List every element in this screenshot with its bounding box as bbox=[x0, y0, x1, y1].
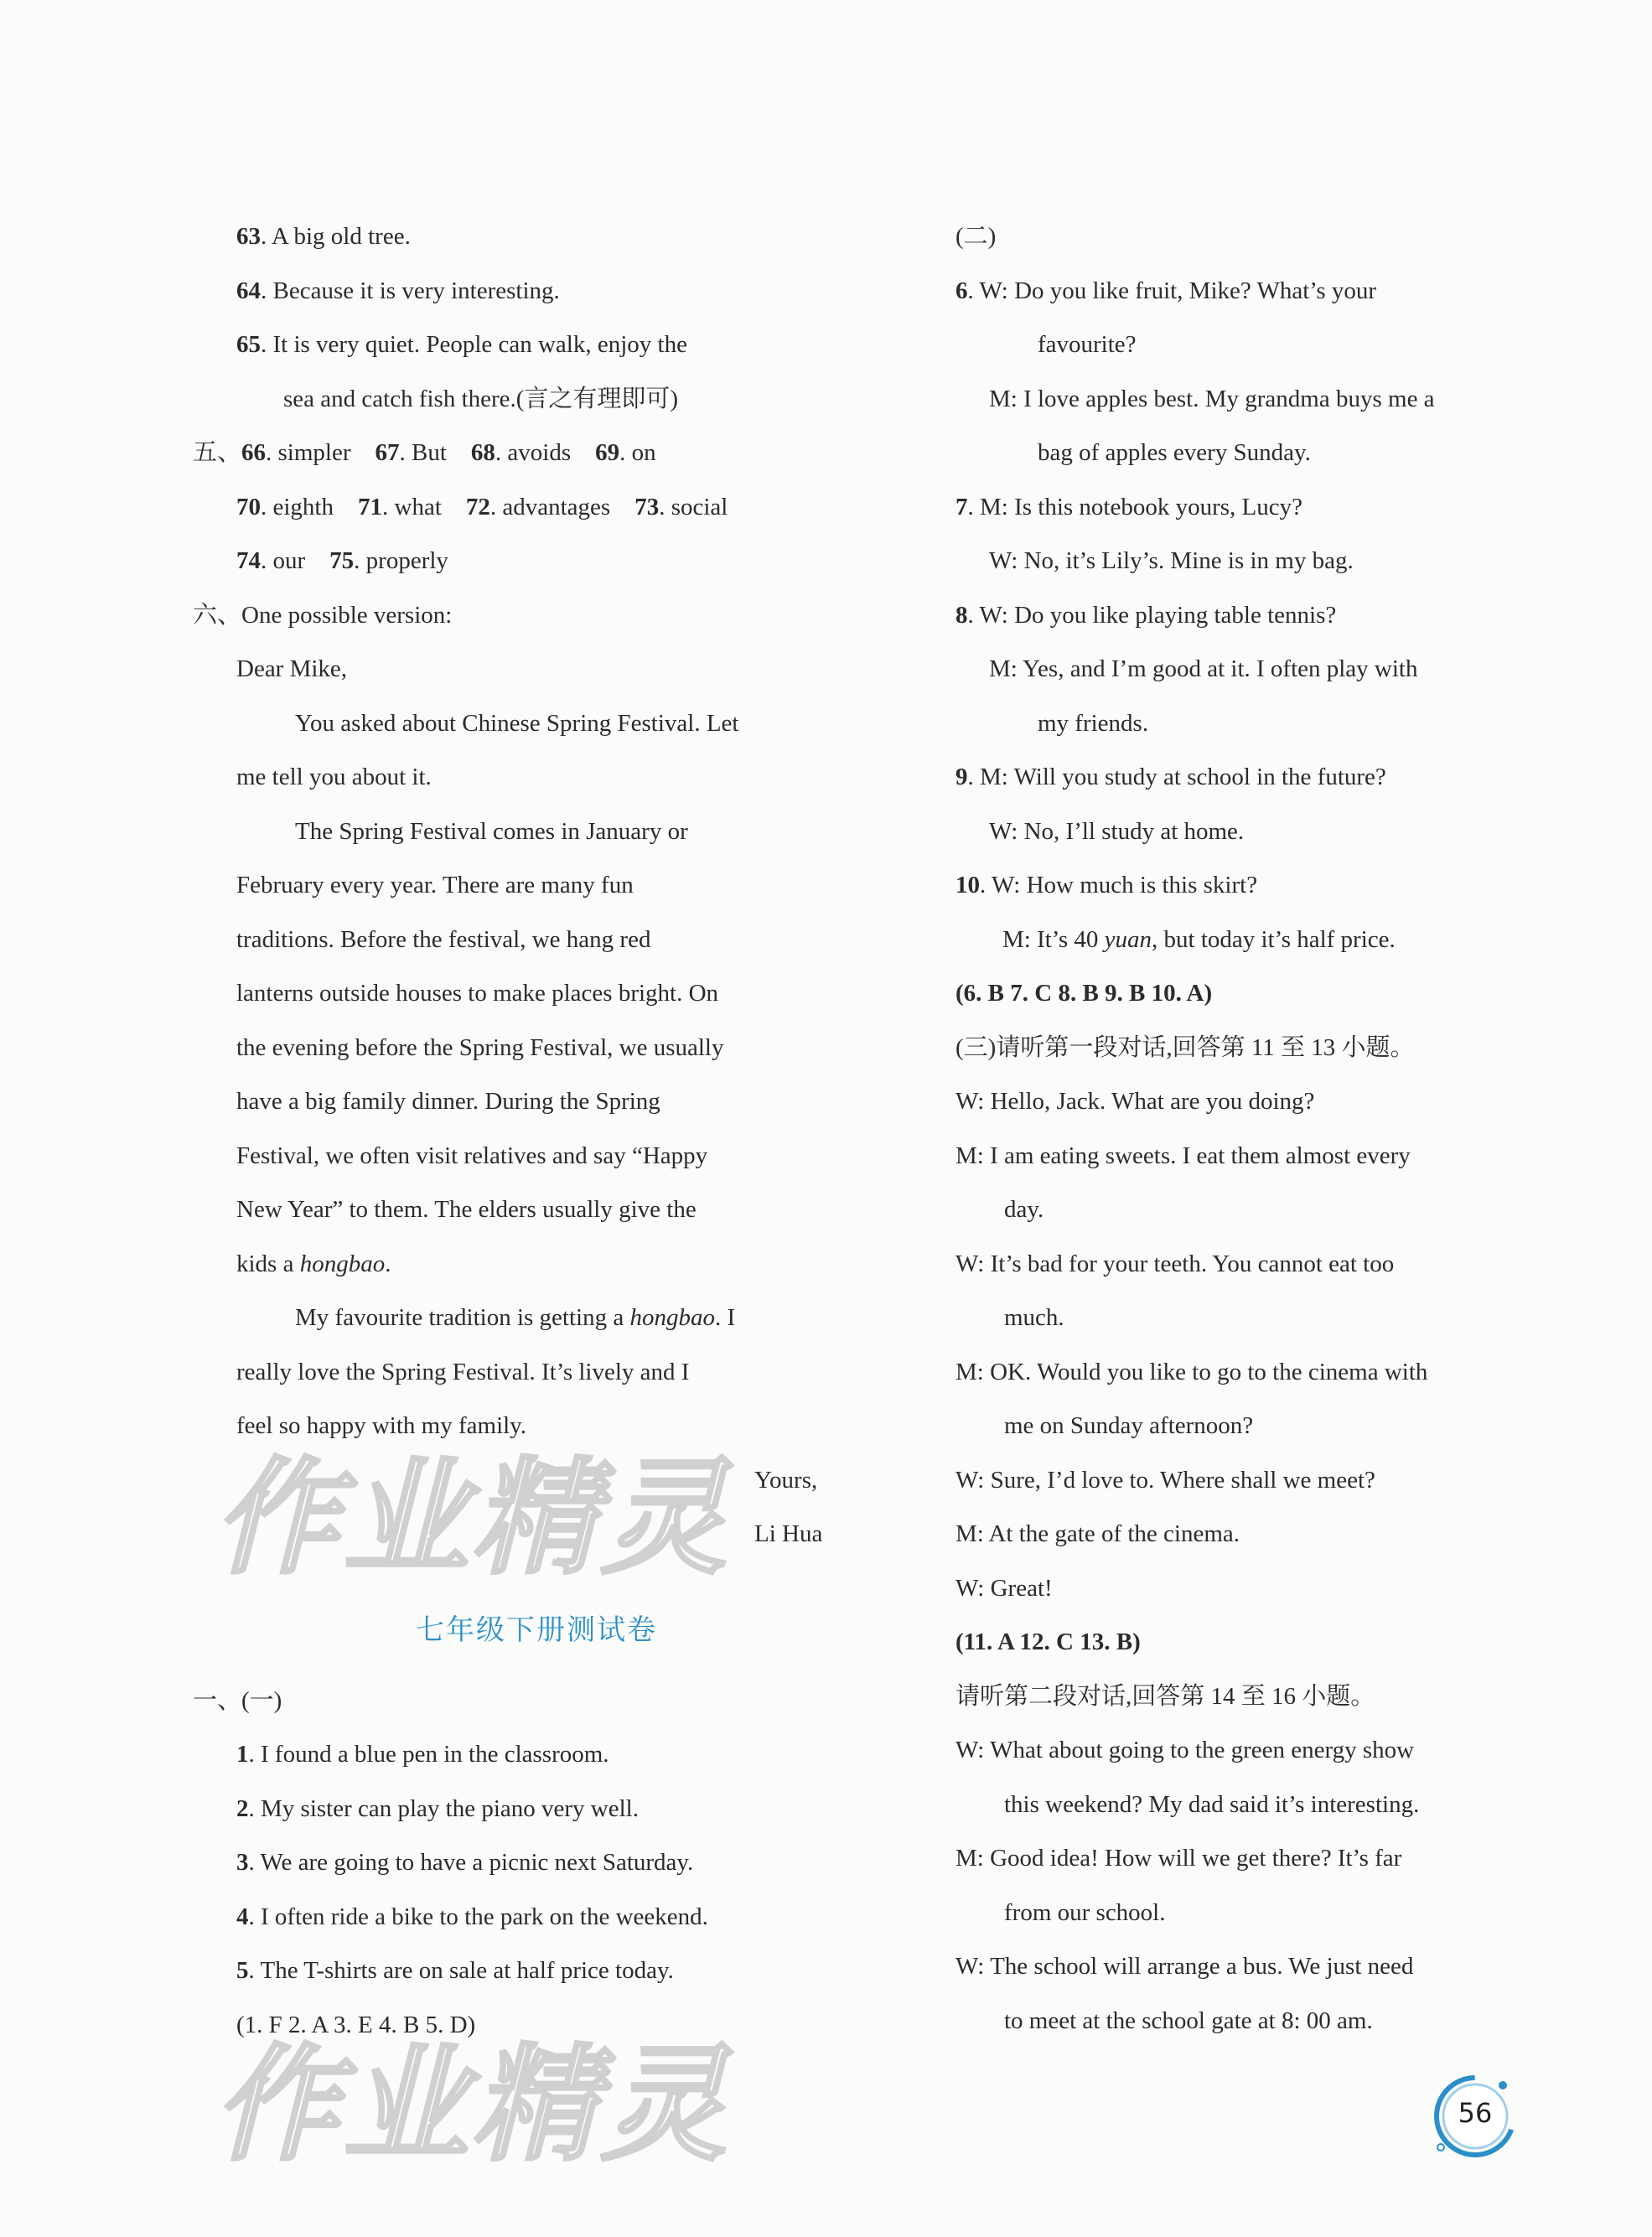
answer-key: (6. B 7. C 8. B 9. B 10. A) bbox=[955, 980, 1213, 1007]
dialogue-line: W: What about going to the green energy show bbox=[955, 1737, 1415, 1763]
dialogue-line: W: No, I’ll study at home. bbox=[989, 817, 1245, 845]
right-column bbox=[955, 210, 1567, 2048]
dialogue-line: W: The school will arrange a bus. We just need bbox=[955, 1953, 1414, 1980]
dialogue-line: day. bbox=[1004, 1196, 1044, 1223]
question-line: 1. I found a blue pen in the classroom. bbox=[236, 1741, 609, 1768]
dialogue-line: W: Hello, Jack. What are you doing? bbox=[955, 1088, 1315, 1115]
dialogue-line: M: Good idea! How will we get there? It’s far bbox=[955, 1845, 1402, 1872]
page-number: 56 bbox=[1458, 2097, 1493, 2129]
question-line: 3. We are going to have a picnic next Saturday. bbox=[236, 1849, 694, 1876]
letter-line: the evening before the Spring Festival, we usually bbox=[236, 1033, 724, 1061]
letter-line: really love the Spring Festival. It’s lively and I bbox=[236, 1358, 690, 1385]
dialogue-line: W: It’s bad for your teeth. You cannot eat too bbox=[955, 1250, 1395, 1277]
dialogue-line: M: I love apples best. My grandma buys me a bbox=[989, 385, 1435, 412]
letter-line: kids a hongbao. bbox=[236, 1250, 391, 1277]
dialogue-line: favourite? bbox=[1038, 331, 1137, 358]
dialogue-line: W: Sure, I’d love to. Where shall we meet? bbox=[955, 1466, 1375, 1494]
letter-closing: Yours, bbox=[754, 1466, 818, 1494]
part-header: (三)请听第一段对话,回答第 11 至 13 小题。 bbox=[955, 1033, 1415, 1061]
answer-line-section-6: 六、One possible version: bbox=[193, 601, 453, 629]
dialogue-line: 6. W: Do you like fruit, Mike? What’s your bbox=[955, 277, 1377, 304]
letter-line: have a big family dinner. During the Spring bbox=[236, 1088, 660, 1115]
dialogue-line: M: I am eating sweets. I eat them almost every bbox=[955, 1142, 1411, 1169]
letter-line: February every year. There are many fun bbox=[236, 872, 634, 898]
letter-line: You asked about Chinese Spring Festival. Let bbox=[295, 709, 739, 737]
letter-line: lanterns outside houses to make places bright. On bbox=[236, 980, 719, 1007]
letter-line: Festival, we often visit relatives and say “Happy bbox=[236, 1142, 708, 1169]
answer-line: 64. Because it is very interesting. bbox=[236, 277, 560, 304]
answer-line: 63. A big old tree. bbox=[236, 223, 411, 250]
dialogue-line: M: At the gate of the cinema. bbox=[955, 1520, 1240, 1547]
letter-line: New Year” to them. The elders usually give the bbox=[236, 1196, 697, 1223]
watermark: 作业精灵 bbox=[214, 1446, 731, 1592]
question-line: 2. My sister can play the piano very well. bbox=[236, 1794, 639, 1822]
question-line: 5. The T-shirts are on sale at half price today. bbox=[236, 1957, 674, 1984]
dialogue-line: 10. W: How much is this skirt? bbox=[955, 872, 1258, 898]
letter-line: traditions. Before the festival, we hang red bbox=[236, 925, 651, 953]
dialogue-line: W: No, it’s Lily’s. Mine is in my bag. bbox=[989, 547, 1354, 574]
answer-line: sea and catch fish there.(言之有理即可) bbox=[283, 385, 679, 412]
dialogue-line: M: OK. Would you like to go to the cinema with bbox=[955, 1358, 1428, 1385]
letter-line: me tell you about it. bbox=[236, 764, 432, 790]
letter-line: The Spring Festival comes in January or bbox=[295, 817, 688, 845]
dialogue-line: from our school. bbox=[1004, 1898, 1166, 1926]
dialogue-line: M: It’s 40 yuan, but today it’s half price. bbox=[1002, 925, 1396, 953]
dialogue-line: my friends. bbox=[1038, 709, 1149, 737]
letter-line: My favourite tradition is getting a hongbao. I bbox=[295, 1304, 736, 1331]
part-header: (二) bbox=[955, 223, 997, 250]
dialogue-line: 7. M: Is this notebook yours, Lucy? bbox=[955, 493, 1303, 520]
part-header: 请听第二段对话,回答第 14 至 16 小题。 bbox=[955, 1682, 1375, 1710]
dialogue-line: me on Sunday afternoon? bbox=[1004, 1412, 1254, 1439]
section-title: 七年级下册测试卷 bbox=[416, 1613, 657, 1647]
dialogue-line: M: Yes, and I’m good at it. I often play with bbox=[989, 655, 1418, 682]
dialogue-line: this weekend? My dad said it’s interesting. bbox=[1004, 1790, 1420, 1818]
answer-line: 70. eighth 71. what 72. advantages 73. social bbox=[236, 493, 728, 520]
dialogue-line: to meet at the school gate at 8: 00 am. bbox=[1004, 2007, 1373, 2034]
watermark: 作业精灵 bbox=[214, 2032, 731, 2178]
dialogue-line: bag of apples every Sunday. bbox=[1038, 439, 1311, 466]
answer-key: (11. A 12. C 13. B) bbox=[955, 1629, 1141, 1655]
question-line: 4. I often ride a bike to the park on the weekend. bbox=[236, 1903, 708, 1930]
part-header: 一、(一) bbox=[193, 1686, 282, 1714]
answer-line: 74. our 75. properly bbox=[236, 547, 448, 574]
answer-line: 65. It is very quiet. People can walk, enjoy the bbox=[236, 331, 687, 358]
dialogue-line: W: Great! bbox=[955, 1574, 1053, 1602]
answer-key: (1. F 2. A 3. E 4. B 5. D) bbox=[236, 2011, 476, 2038]
dialogue-line: 8. W: Do you like playing table tennis? bbox=[955, 601, 1337, 629]
dialogue-line: 9. M: Will you study at school in the future? bbox=[955, 764, 1386, 790]
letter-signature: Li Hua bbox=[754, 1520, 823, 1547]
answer-line-section-5: 五、66. simpler 67. But 68. avoids 69. on bbox=[193, 439, 656, 466]
letter-greeting: Dear Mike, bbox=[236, 655, 348, 682]
letter-line: feel so happy with my family. bbox=[236, 1412, 527, 1439]
dialogue-line: much. bbox=[1004, 1304, 1064, 1331]
left-column bbox=[193, 210, 847, 2052]
